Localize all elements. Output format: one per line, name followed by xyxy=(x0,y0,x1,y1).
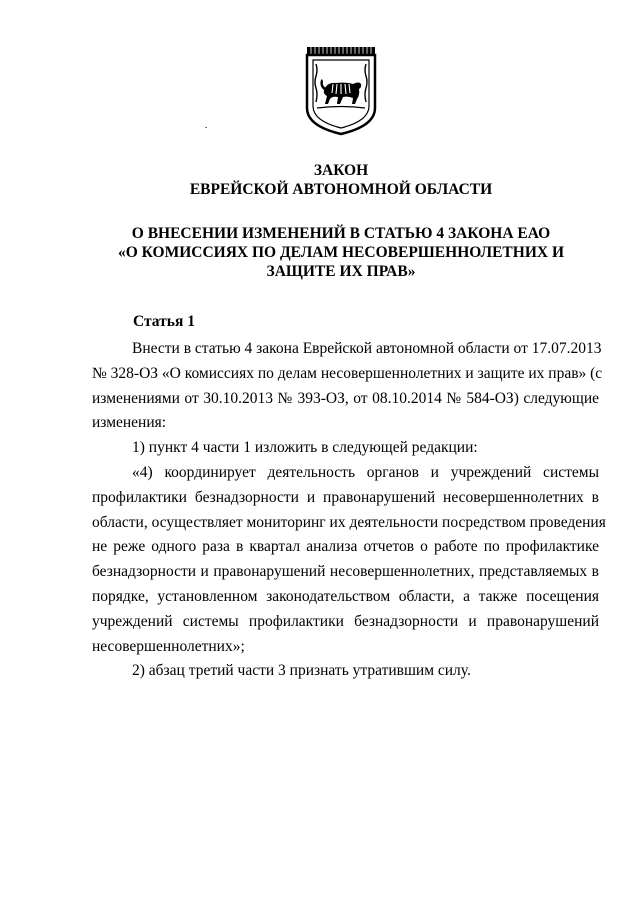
intro-paragraph xyxy=(92,337,603,436)
text-line: области, осуществляет мониторинг их деятельности посредством проведения xyxy=(92,513,606,531)
article-body xyxy=(92,337,606,684)
text-line: профилактики безнадзорности и правонарушений несовершеннолетних в xyxy=(92,488,599,506)
scan-speck xyxy=(205,127,207,128)
text-line: № 328-ОЗ «О комиссиях по делам несовершеннолетних и защите их прав» (с xyxy=(92,364,603,382)
item-2-paragraph xyxy=(92,659,599,684)
amendment-title xyxy=(100,224,582,281)
coat-of-arms-tiger-icon xyxy=(303,46,379,136)
text-line: не реже одного раза в квартал анализа отчетов о работе по профилактике xyxy=(92,538,599,556)
amendment-title-line1: О ВНЕСЕНИИ ИЗМЕНЕНИЙ В СТАТЬЮ 4 ЗАКОНА ЕАО xyxy=(131,225,551,242)
law-header-line1: ЗАКОН xyxy=(313,162,369,179)
text-line: несовершеннолетних»; xyxy=(92,637,245,655)
text-line: изменениями от 30.10.2013 № 393-ОЗ, от 08.10.2014 № 584-ОЗ) следующие xyxy=(92,389,599,407)
text-line: 2) абзац третий части 3 признать утратившим силу. xyxy=(132,662,471,680)
law-header-line2: ЕВРЕЙСКОЙ АВТОНОМНОЙ ОБЛАСТИ xyxy=(189,181,493,198)
item-1-paragraph xyxy=(92,436,599,461)
text-line: учреждений системы профилактики безнадзорности и правонарушений xyxy=(92,612,599,630)
amendment-title-line2: «О КОМИССИЯХ ПО ДЕЛАМ НЕСОВЕРШЕННОЛЕТНИХ И xyxy=(117,244,565,261)
quote-paragraph xyxy=(92,461,606,659)
text-line: изменения: xyxy=(92,414,167,432)
text-line: 1) пункт 4 части 1 изложить в следующей редакции: xyxy=(132,439,478,457)
text-line: порядке, установленном законодательством области, а также посещения xyxy=(92,587,599,605)
text-line: безнадзорности и правонарушений несовершеннолетних, представляемых в xyxy=(92,563,599,581)
text-line: Внести в статью 4 закона Еврейской автономной области от 17.07.2013 xyxy=(132,340,602,357)
law-header xyxy=(100,161,582,199)
article-label: Статья 1 xyxy=(133,313,195,330)
amendment-title-line3: ЗАЩИТЕ ИХ ПРАВ» xyxy=(266,263,416,280)
text-line: «4) координирует деятельность органов и учреждений системы xyxy=(132,463,599,481)
